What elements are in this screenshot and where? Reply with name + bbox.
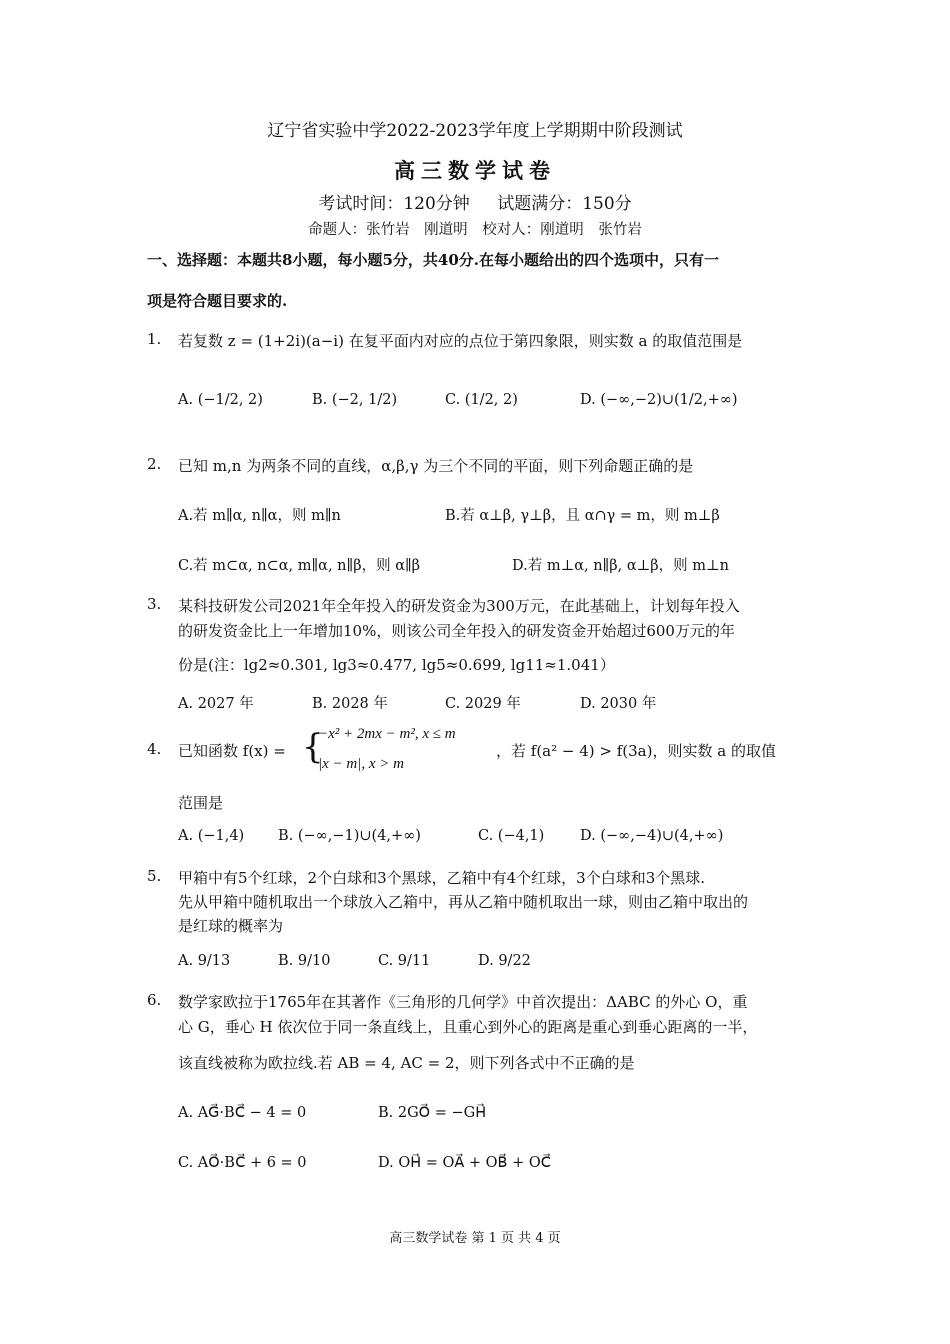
- brace-symbol: {: [302, 727, 324, 767]
- option-a: A. (−1/2, 2): [178, 392, 263, 408]
- question-stem-line1: 数学家欧拉于1765年在其著作《三角形的几何学》中首次提出：ΔABC 的外心 O，重: [178, 993, 748, 1011]
- question-stem-line3: 是红球的概率为: [178, 917, 284, 935]
- option-a: A. 9/13: [178, 953, 231, 969]
- option-d: D. (−∞,−2)∪(1/2,+∞): [580, 392, 738, 408]
- question-stem-line2: 的研发资金比上一年增加10%，则该公司全年投入的研发资金开始超过600万元的年: [178, 622, 735, 640]
- section-heading-line1: 一、选择题：本题共8小题，每小题5分，共40分.在每小题给出的四个选项中，只有一: [147, 251, 719, 269]
- question-stem-suffix: ，若 f(a² − 4) > f(3a)，则实数 a 的取值: [496, 742, 776, 760]
- question-stem-line3: 份是(注：lg2≈0.301, lg3≈0.477, lg5≈0.699, lg11≈1.041）: [178, 656, 615, 674]
- exam-subtitle: 高三数学试卷: [394, 158, 556, 183]
- question-number: 6.: [147, 991, 162, 1009]
- option-b: B. 2GO⃗ = −GH⃗: [378, 1105, 487, 1121]
- option-a: A.若 m∥α, n∥α，则 m∥n: [178, 508, 341, 524]
- piecewise-case-2: |x − m|, x > m: [318, 756, 404, 772]
- option-c: C. (1/2, 2): [445, 392, 518, 408]
- question-number: 2.: [147, 455, 162, 473]
- page-footer: 高三数学试卷 第 1 页 共 4 页: [389, 1231, 561, 1246]
- question-number: 4.: [147, 740, 162, 758]
- option-a: A. 2027 年: [178, 696, 254, 712]
- option-b: B.若 α⊥β, γ⊥β，且 α∩γ = m，则 m⊥β: [445, 508, 720, 524]
- question-number: 5.: [147, 867, 162, 885]
- option-c: C.若 m⊂α, n⊂α, m∥α, n∥β，则 α∥β: [178, 558, 421, 574]
- question-stem-line2: 心 G，垂心 H 依次位于同一条直线上，且重心到外心的距离是重心到垂心距离的一半，: [178, 1018, 758, 1036]
- option-c: C. 2029 年: [445, 696, 521, 712]
- section-heading-line2: 项是符合题目要求的.: [147, 292, 288, 310]
- question-stem: 已知 m,n 为两条不同的直线，α,β,γ 为三个不同的平面，则下列命题正确的是: [178, 457, 694, 475]
- question-stem-line1: 甲箱中有5个红球，2个白球和3个黑球，乙箱中有4个红球，3个白球和3个黑球.: [178, 869, 706, 887]
- option-d: D.若 m⊥α, n∥β, α⊥β，则 m⊥n: [512, 558, 730, 574]
- option-b: B. (−∞,−1)∪(4,+∞): [278, 828, 421, 844]
- option-c: C. 9/11: [378, 953, 431, 969]
- question-stem: 若复数 z = (1+2i)(a−i) 在复平面内对应的点位于第四象限，则实数 a 的取值范围是: [178, 332, 743, 350]
- question-stem-line2: 先从甲箱中随机取出一个球放入乙箱中，再从乙箱中随机取出一球，则由乙箱中取出的: [178, 893, 749, 911]
- question-stem-line2: 范围是: [178, 794, 224, 812]
- option-d: D. OH⃗ = OA⃗ + OB⃗ + OC⃗: [378, 1155, 551, 1171]
- option-d: D. (−∞,−4)∪(4,+∞): [580, 828, 724, 844]
- exam-header-title: 辽宁省实验中学2022-2023学年度上学期期中阶段测试: [267, 121, 683, 141]
- option-c: C. (−4,1): [478, 828, 545, 844]
- option-b: B. (−2, 1/2): [312, 392, 398, 408]
- option-d: D. 9/22: [478, 953, 531, 969]
- exam-time-info: 考试时间：120分钟 试题满分：150分: [318, 194, 632, 214]
- piecewise-case-1: −x² + 2mx − m², x ≤ m: [318, 726, 456, 742]
- exam-authors: 命题人：张竹岩 刚道明 校对人：刚道明 张竹岩: [308, 222, 642, 238]
- question-stem-prefix: 已知函数 f(x) =: [178, 742, 286, 760]
- option-a: A. AG⃗·BC⃗ − 4 = 0: [178, 1105, 307, 1121]
- option-c: C. AO⃗·BC⃗ + 6 = 0: [178, 1155, 307, 1171]
- option-b: B. 2028 年: [312, 696, 388, 712]
- option-b: B. 9/10: [278, 953, 331, 969]
- question-number: 3.: [147, 595, 162, 613]
- option-d: D. 2030 年: [580, 696, 657, 712]
- question-stem-line1: 某科技研发公司2021年全年投入的研发资金为300万元，在此基础上，计划每年投入: [178, 597, 740, 615]
- question-stem-line3: 该直线被称为欧拉线.若 AB = 4, AC = 2，则下列各式中不正确的是: [178, 1054, 635, 1072]
- option-a: A. (−1,4): [178, 828, 245, 844]
- question-number: 1.: [147, 330, 162, 348]
